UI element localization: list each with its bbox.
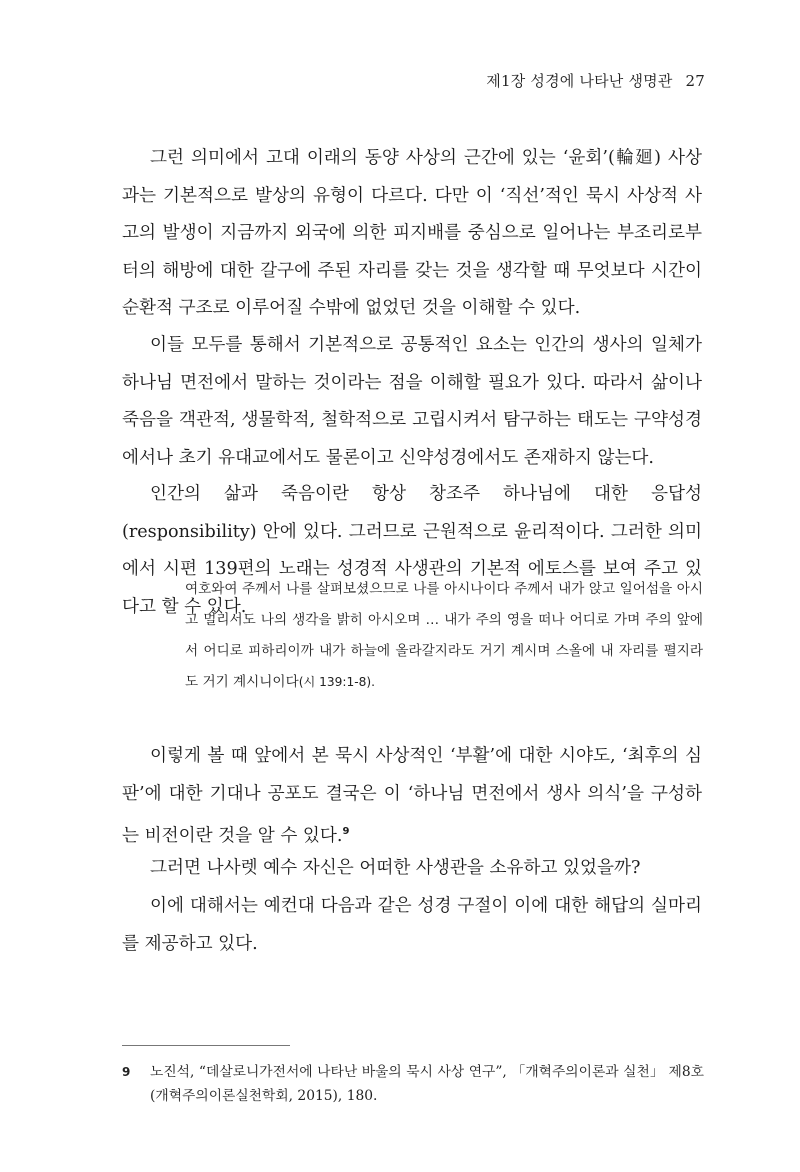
paragraph-3: 인간의 삶과 죽음이란 항상 창조주 하나님에 대한 응답성(responsibility) 안에 있다. 그러므로 근원적으로 윤리적이다. 그러한 의미에서 시편 139편의 노래는 성경적 사생관의 기본적 에토스를 보여 주고 있다고 할 수 있다. xyxy=(122,484,702,617)
running-header xyxy=(486,70,705,91)
paragraph-4 xyxy=(122,738,702,856)
paragraph-2: 이들 모두를 통해서 기본적으로 공통적인 요소는 인간의 생사의 일체가 하나님 면전에서 말하는 것이라는 점을 이해할 필요가 있다. 따라서 삶이나 죽음을 객관적, 생물학적, 철학적으로 고립시켜서 탐구하는 태도는 구약성경에서나 초기 유대교에서도 물론이고 신약성경에서도 존재하지 않는다. xyxy=(122,335,702,468)
paragraph-5: 그러면 나사렛 예수 자신은 어떠한 사생관을 소유하고 있었을까? xyxy=(150,858,641,878)
block-quote xyxy=(185,574,703,698)
paragraph-4-text: 이렇게 볼 때 앞에서 본 묵시 사상적인 ‘부활’에 대한 시야도, ‘최후의 심판’에 대한 기대나 공포도 결국은 이 ‘하나님 면전에서 생사 의식’을 구성하는 비전이란 것을 알 수 있다. xyxy=(122,746,702,846)
footnote-text: 노진석, “데살로니가전서에 나타난 바울의 묵시 사상 연구”, 「개혁주의이론과 실천」 제8호 (개혁주의이론실천학회, 2015), 180. xyxy=(150,1064,704,1104)
footnote-reference[interactable]: 9 xyxy=(342,826,350,837)
paragraph-6: 이에 대해서는 예컨대 다음과 같은 성경 구절이 이에 대한 해답의 실마리를 제공하고 있다. xyxy=(122,896,702,954)
paragraph-1: 그런 의미에서 고대 이래의 동양 사상의 근간에 있는 ‘윤회’(輪廻) 사상과는 기본적으로 발상의 유형이 다르다. 다만 이 ‘직선’적인 묵시 사상적 사고의 발생이 지금까지 외국에 의한 피지배를 중심으로 일어나는 부조리로부터의 해방에 대한 갈구에 주된 자리를 갖는 것을 생각할 때 무엇보다 시간이 순환적 구조로 이루어질 수밖에 없었던 것을 이해할 수 있다. xyxy=(122,148,702,318)
footnote xyxy=(122,1060,704,1108)
quote-text: 여호와여 주께서 나를 살펴보셨으므로 나를 아시나이다 주께서 내가 앉고 일어섬을 아시고 멀리서도 나의 생각을 밝히 아시오며 … 내가 주의 영을 떠나 어디로 가며 주의 앞에서 어디로 피하리이까 내가 하늘에 올라갈지라도 거기 계시며 스올에 내 자리를 펼지라도 거기 계시니이다 xyxy=(185,581,703,690)
quote-citation: (시 139:1-8). xyxy=(298,675,376,689)
footnote-number: 9 xyxy=(122,1065,131,1079)
footnote-divider xyxy=(122,1045,290,1046)
page-number: 27 xyxy=(685,72,705,90)
chapter-title: 제1장 성경에 나타난 생명관 xyxy=(486,72,673,90)
